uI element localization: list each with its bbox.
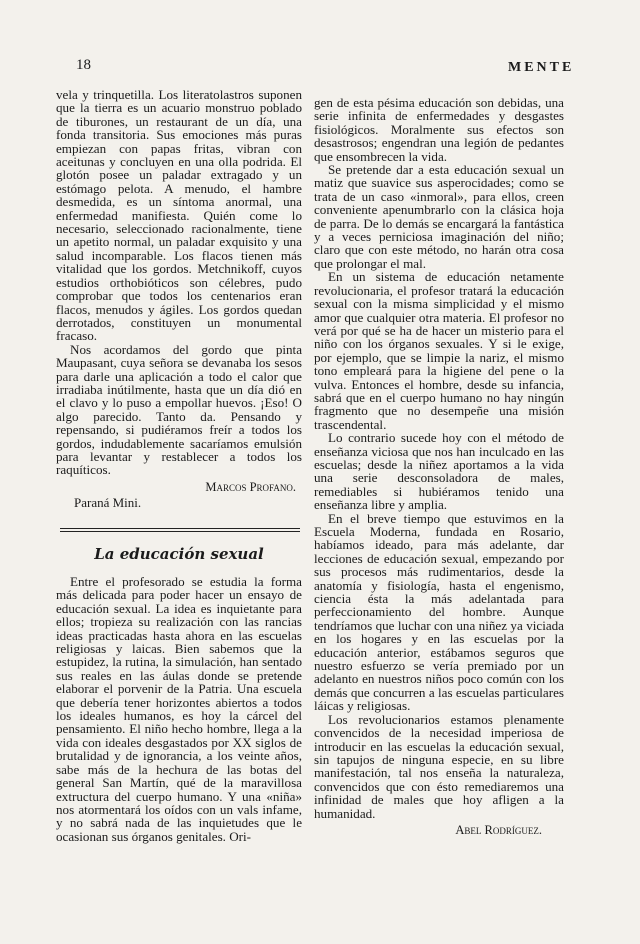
author-signature: Abel Rodríguez. [455, 822, 542, 837]
paragraph: vela y trinquetilla. Los literatolastros suponen que la tierra es un acuario monstruo poblado de tiburones, un restaurant de un día, una fonda transitoria. Sus emociones más puras empiezan con papas fritas, vibran con aceitunas y concluyen en una olla podrida. El glotón posee un paladar extragado y un estómago pelota. A menudo, el hambre desmedida, es un síntoma anormal, una enfermedad manifiesta. Quién come lo necesario, seleccionado racionalmente, tiene un apetito normal, un paladar exquisito y una salud incomparable. Los flacos tienen más vitalidad que los gordos. Metchnikoff, cuyos estudios orthobióticos son célebres, pudo comprobar que todos los centenarios eran flacos, menudos y ágiles. Los gordos quedan derrotados, constituyen un monumental fracaso. [56, 87, 302, 344]
right-column [314, 96, 564, 837]
paragraph: Se pretende dar a esta educación sexual un matiz que suavice sus asperocidades; como se trata de un caso «inmoral», para ellos, creen conveniente apenumbrarlo con la clásica hoja de parra. De lo demás se encargará la fantástica y a veces perniciosa imaginación del niño; claro que con este método, no harán otra cosa que prolongar el mal. [314, 162, 564, 271]
journal-title: MENTE [508, 60, 575, 75]
location-line: Paraná Mini. [74, 495, 142, 511]
paragraph: Los revolucionarios estamos plenamente convencidos de la necesidad imperiosa de introducir en las escuelas la educación sexual, sin tapujos de ninguna especie, en su libre manifestación, tal nos enseña la naturaleza, convencidos que con ésto remediaremos una infinidad de males que hoy afligen a la humanidad. [314, 711, 564, 821]
paragraph: gen de esta pésima educación son debidas, una serie infinita de enfermedades y desgastes fisiológicos. Moralmente sus efectos son desastrosos; engendran una legión de pedantes que ensombrecen la vida. [314, 95, 564, 164]
paragraph: En el breve tiempo que estuvimos en la Escuela Moderna, fundada en Rosario, habíamos ideado, para más adelante, dar lecciones de educación sexual, empezando por sus procesos más rudimentarios, desde la anatomía y fisiología, hasta el engenismo, ciencia ésta la más adelantada para perfeccionamiento del hombre. Aunque tendríamos que luchar con una niñez ya viciada en los hogares y en las escuelas por la educación anterior, estábamos seguros que nuestro esfuerzo se vería premiado por un adelanto en nuestros niños poco común con los demás que concurren a las escuelas particulares láicas y religiosas. [314, 510, 564, 714]
paragraph: Nos acordamos del gordo que pinta Maupasant, cuya señora se devanaba los sesos para darle una aplicación a todo el calor que irradiaba inútilmente, hasta que un día dió en el clavo y lo puso a empollar huevos. ¡Eso! O algo parecido. Tanto da. Pensando y repensando, si pudiéramos freír a todos los gordos, indudablemente sacaríamos emulsión para levantar y restablecer a todos los raquíticos. [56, 341, 302, 478]
section-divider [60, 528, 300, 532]
page-number: 18 [76, 57, 91, 73]
paragraph: Lo contrario sucede hoy con el método de enseñanza viciosa que nos han inculcado en las escuelas; desde la niñez aportamos a la vida una serie desconsoladora de males, remediables si hubiéramos tenido una enseñanza libre y amplia. [314, 430, 564, 513]
left-column [56, 88, 302, 843]
paragraph: En un sistema de educación netamente revolucionaria, el profesor tratará la educación sexual con la misma simplicidad y el mismo amor que cualquier otra materia. El profesor no verá por qué se ha de hacer un misterio para el niño con los órganos sexuales. Y si le exige, por ejemplo, que se limpie la nariz, el mismo tono empleará para la higiene del pene o la vulva. Entonces el hombre, desde su infancia, sabrá que en el cuerpo humano no hay ningún fragmento que no desempeñe una misión trascendental. [314, 269, 564, 432]
article-title: La educación sexual [94, 544, 264, 563]
paragraph: Entre el profesorado se estudia la forma más delicada para poder hacer un ensayo de educación sexual. La idea es inquietante para ellos; tropieza su realización con las rancias ideas practicadas hasta ahora en las escuelas religiosas y laicas. Bien sabemos que la estupidez, la rutina, la simulación, han sentado sus reales en las áulas donde se pretende elaborar el porvenir de la Patria. Una escuela que debería tener horizontes abiertos a todos los ideales humanos, es hoy la cárcel del pensamiento. El niño hecho hombre, llega a la vida con ideales desgastados por XX siglos de brutalidad y de ignorancia, a los veinte años, sabe más de la hechura de las botas del general San Martín, qué de la maravillosa extructura del cuerpo humano. Y una «niña» nos atormentará los oídos con un vals infame, y no sabrá nada de las inquietudes que le ocasionan sus órganos genitales. Ori- [56, 574, 302, 844]
author-signature: Marcos Profano. [205, 479, 296, 494]
